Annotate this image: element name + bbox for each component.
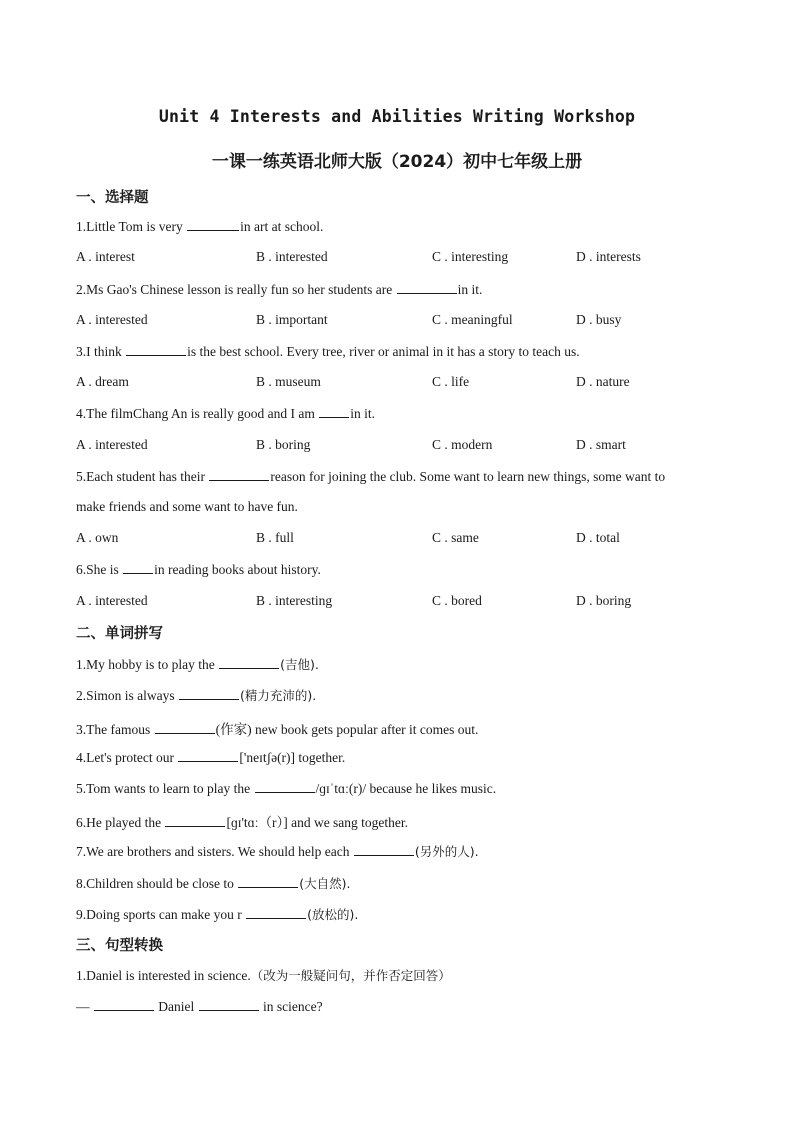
answer-blank[interactable]: [178, 749, 238, 762]
answer-blank[interactable]: [397, 281, 457, 294]
q3-text-b: is the best school. Every tree, river or animal in it has a story to teach us.: [187, 344, 580, 359]
q2-text-a: 2.Ms Gao's Chinese lesson is really fun so her students are: [76, 282, 396, 297]
question-3-stem: [76, 343, 580, 360]
answer-text-end: in science?: [259, 999, 323, 1014]
option-c[interactable]: C . same: [432, 530, 479, 545]
answer-blank[interactable]: [155, 721, 215, 734]
answer-blank[interactable]: [354, 843, 414, 856]
answer-blank[interactable]: [209, 468, 269, 481]
spelling-item-7: [76, 842, 479, 860]
option-d[interactable]: D . total: [576, 530, 620, 545]
spelling-item-4: [76, 749, 345, 766]
spell-text-a: 7.We are brothers and sisters. We should help each: [76, 844, 353, 859]
transform-instruction: （改为一般疑问句，并作否定回答）: [250, 968, 451, 983]
section-heading-choice: 一、选择题: [76, 190, 149, 206]
section-heading-transform: 三、句型转换: [76, 938, 163, 954]
question-2-options: [76, 312, 726, 332]
spell-text-a: 6.He played the: [76, 815, 165, 830]
answer-blank[interactable]: [187, 218, 239, 231]
spelling-item-6: [76, 811, 408, 831]
transform-item-1: [76, 966, 451, 984]
option-b[interactable]: B . full: [256, 530, 294, 545]
spell-text-a: 2.Simon is always: [76, 688, 179, 703]
answer-blank[interactable]: [179, 687, 239, 700]
q1-text-a: 1.Little Tom is very: [76, 219, 187, 234]
q1-text-b: in art at school.: [240, 219, 324, 234]
spell-text-a: 5.Tom wants to learn to play the: [76, 781, 254, 796]
spelling-item-2: [76, 686, 316, 704]
question-6-options: [76, 593, 726, 613]
spelling-item-1: [76, 655, 319, 673]
answer-blank[interactable]: [255, 780, 315, 793]
option-a[interactable]: A . interest: [76, 249, 135, 264]
option-d[interactable]: D . busy: [576, 312, 622, 327]
option-a[interactable]: A . interested: [76, 593, 148, 608]
question-2-stem: [76, 281, 482, 298]
q5-text-b: reason for joining the club. Some want to learn new things, some want to: [270, 469, 666, 484]
spelling-item-9: [76, 905, 358, 923]
spell-text-b: (放松的).: [307, 907, 359, 922]
question-1-options: [76, 249, 726, 269]
spelling-item-8: [76, 874, 350, 892]
spell-text-a: 3.The famous: [76, 722, 154, 737]
transform-answer-line: [76, 998, 323, 1015]
spelling-item-3: [76, 718, 478, 738]
option-b[interactable]: B . interested: [256, 249, 328, 264]
spell-text-b: (作家) new book gets popular after it comes out.: [215, 722, 479, 737]
spell-text-a: 8.Children should be close to: [76, 876, 238, 891]
option-d[interactable]: D . smart: [576, 437, 626, 452]
spell-text-b: (大自然).: [299, 876, 351, 891]
answer-dash: —: [76, 999, 93, 1014]
answer-blank[interactable]: [238, 875, 298, 888]
question-5-options: [76, 530, 726, 550]
option-a[interactable]: A . dream: [76, 374, 129, 389]
spell-text-b: (精力充沛的).: [240, 688, 317, 703]
spell-text-b: (吉他).: [280, 657, 319, 672]
q4-text-a: 4.The filmChang An is really good and I am: [76, 406, 319, 421]
spell-text-a: 4.Let's protect our: [76, 750, 178, 765]
option-c[interactable]: C . life: [432, 374, 470, 389]
option-d[interactable]: D . interests: [576, 249, 641, 264]
spell-text-b: [ɡɪ'tɑː（r）] and we sang together.: [226, 815, 409, 830]
spell-text-a: 9.Doing sports can make you r: [76, 907, 246, 922]
q4-text-b: in it.: [350, 406, 375, 421]
answer-text-daniel: Daniel: [154, 999, 198, 1014]
answer-blank[interactable]: [199, 998, 259, 1011]
answer-blank[interactable]: [123, 561, 153, 574]
q2-text-b: in it.: [457, 282, 483, 297]
answer-blank[interactable]: [219, 656, 279, 669]
spell-text-b: ['neɪtʃə(r)] together.: [239, 750, 346, 765]
question-4-stem: [76, 405, 375, 422]
spelling-item-5: [76, 780, 496, 797]
option-b[interactable]: B . museum: [256, 374, 321, 389]
option-c[interactable]: C . bored: [432, 593, 482, 608]
q6-text-a: 6.She is: [76, 562, 123, 577]
q5-text-a: 5.Each student has their: [76, 469, 209, 484]
spell-text-a: 1.My hobby is to play the: [76, 657, 219, 672]
option-a[interactable]: A . interested: [76, 437, 148, 452]
option-d[interactable]: D . nature: [576, 374, 630, 389]
question-5-stem: [76, 468, 665, 485]
option-c[interactable]: C . interesting: [432, 249, 509, 264]
spell-text-b: /ɡɪˈtɑː(r)/ because he likes music.: [315, 781, 497, 796]
answer-blank[interactable]: [94, 998, 154, 1011]
q6-text-b: in reading books about history.: [154, 562, 321, 577]
option-c[interactable]: C . modern: [432, 437, 493, 452]
answer-blank[interactable]: [246, 906, 306, 919]
question-3-options: [76, 374, 726, 394]
option-b[interactable]: B . interesting: [256, 593, 333, 608]
option-b[interactable]: B . boring: [256, 437, 311, 452]
section-heading-spelling: 二、单词拼写: [76, 626, 163, 642]
answer-blank[interactable]: [165, 814, 225, 827]
question-4-options: [76, 437, 726, 457]
q3-text-a: 3.I think: [76, 344, 126, 359]
question-5-stem-continued: make friends and some want to have fun.: [76, 499, 298, 514]
title-english: Unit 4 Interests and Abilities Writing Workshop: [158, 107, 636, 126]
answer-blank[interactable]: [126, 343, 186, 356]
option-a[interactable]: A . own: [76, 530, 119, 545]
spell-text-b: (另外的人).: [414, 844, 479, 859]
question-6-stem: [76, 561, 321, 578]
answer-blank[interactable]: [319, 405, 349, 418]
title-chinese: 一课一练英语北师大版（2024）初中七年级上册: [211, 152, 583, 172]
transform-stem: 1.Daniel is interested in science.: [76, 968, 251, 983]
option-c[interactable]: C . meaningful: [432, 312, 513, 327]
option-a[interactable]: A . interested: [76, 312, 148, 327]
option-b[interactable]: B . important: [256, 312, 328, 327]
question-1-stem: [76, 218, 323, 235]
option-d[interactable]: D . boring: [576, 593, 632, 608]
